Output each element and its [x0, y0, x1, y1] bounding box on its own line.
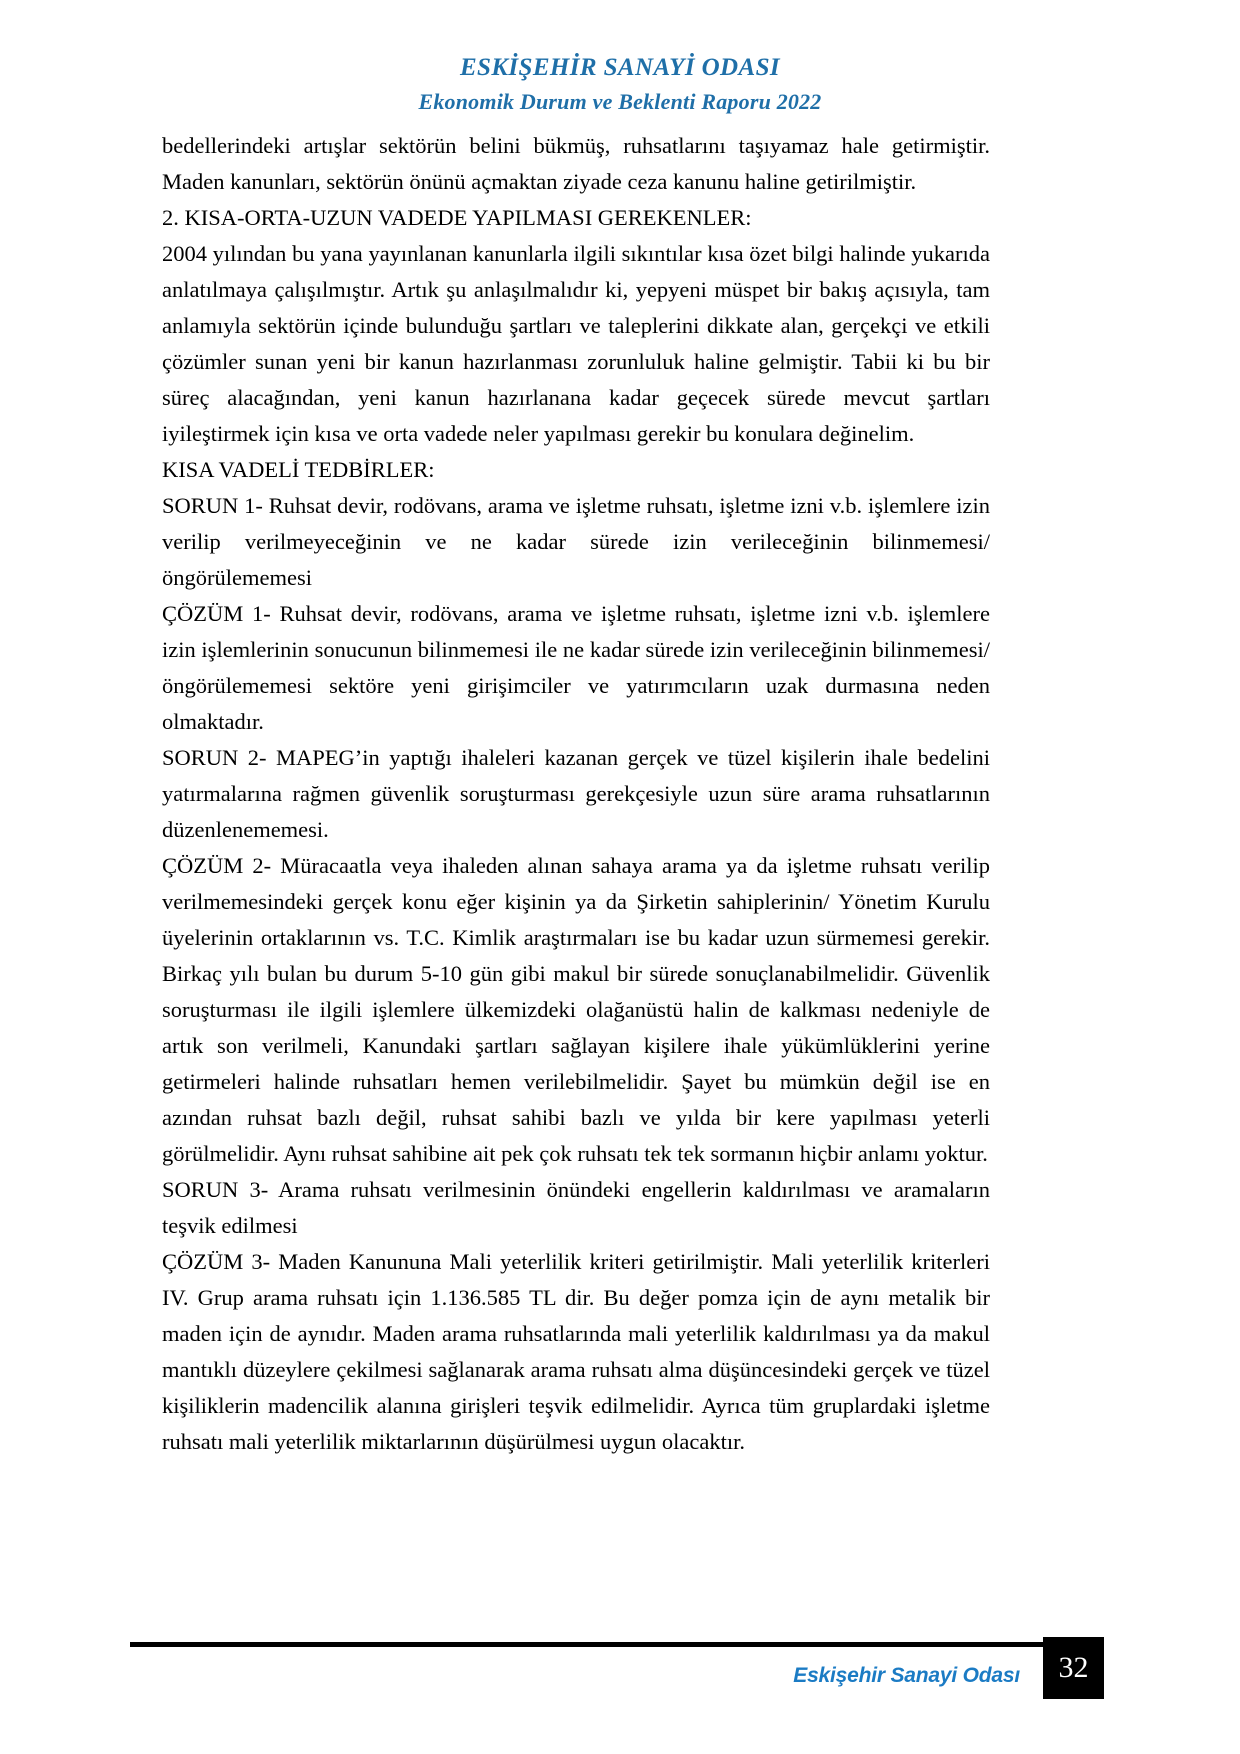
footer-brand: Eskişehir Sanayi Odası	[793, 1664, 1020, 1687]
cozum-1-paragraph: ÇÖZÜM 1- Ruhsat devir, rodövans, arama ve işletme ruhsatı, işletme izni v.b. işlemlere izin işlemlerinin sonucunun bilinmemesi ile ne kadar sürede izin verileceğinin bilinmemesi/öngörülememesi sektöre yeni girişimciler ve yatırımcıların uzak durmasına neden olmaktadır.	[162, 601, 990, 734]
document-header	[0, 52, 1240, 116]
document-body	[162, 128, 990, 1460]
sorun-3-paragraph: SORUN 3- Arama ruhsatı verilmesinin önündeki engellerin kaldırılması ve aramaların teşvik edilmesi	[162, 1177, 990, 1238]
header-subtitle: Ekonomik Durum ve Beklenti Raporu 2022	[418, 89, 822, 114]
cozum-2-paragraph: ÇÖZÜM 2- Müracaatla veya ihaleden alınan sahaya arama ya da işletme ruhsatı verilip verilmemesindeki gerçek konu eğer kişinin ya da Şirketin sahiplerinin/ Yönetim Kurulu üyelerinin ortaklarının vs. T.C. Kimlik araştırmaları ise bu kadar uzun sürmemesi gerekir. Birkaç yılı bulan bu durum 5-10 gün gibi makul bir sürede sonuçlanabilmelidir. Güvenlik soruşturması ile ilgili işlemlere ülkemizdeki olağanüstü halin de kalkması nedeniyle de artık son verilmeli, Kanundaki şartları sağlayan kişilere ihale yükümlüklerini yerine getirmeleri halinde ruhsatları hemen verilebilmelidir. Şayet bu mümkün değil ise en azından ruhsat bazlı değil, ruhsat sahibi bazlı ve yılda bir kere yapılması yeterli görülmelidir. Aynı ruhsat sahibine ait pek çok ruhsatı tek tek sormanın hiçbir anlamı yoktur.	[162, 853, 990, 1166]
intro-paragraph: bedellerindeki artışlar sektörün belini bükmüş, ruhsatlarını taşıyamaz hale getirmiştir. Maden kanunları, sektörün önünü açmaktan ziyade ceza kanunu haline getirilmiştir.	[162, 133, 990, 194]
sorun-1-paragraph: SORUN 1- Ruhsat devir, rodövans, arama ve işletme ruhsatı, işletme izni v.b. işlemlere izin verilip verilmeyeceğinin ve ne kadar sürede izin verileceğinin bilinmemesi/öngörülememesi	[162, 493, 990, 590]
sorun-2-paragraph: SORUN 2- MAPEG’in yaptığı ihaleleri kazanan gerçek ve tüzel kişilerin ihale bedelini yatırmalarına rağmen güvenlik soruşturması gerekçesiyle uzun süre arama ruhsatlarının düzenlenememesi.	[162, 745, 990, 842]
subsection-heading: KISA VADELİ TEDBİRLER:	[162, 457, 435, 482]
section-paragraph: 2004 yılından bu yana yayınlanan kanunlarla ilgili sıkıntılar kısa özet bilgi halinde yukarıda anlatılmaya çalışılmıştır. Artık şu anlaşılmalıdır ki, yepyeni müspet bir bakış açısıyla, tam anlamıyla sektörün içinde bulunduğu şartları ve taleplerini dikkate alan, gerçekçi ve etkili çözümler sunan yeni bir kanun hazırlanması zorunluluk haline gelmiştir. Tabii ki bu bir süreç alacağından, yeni kanun hazırlanana kadar geçecek sürede mevcut şartları iyileştirmek için kısa ve orta vadede neler yapılması gerekir bu konulara değinelim.	[162, 241, 990, 446]
cozum-3-paragraph: ÇÖZÜM 3- Maden Kanununa Mali yeterlilik kriteri getirilmiştir. Mali yeterlilik kriterleri IV. Grup arama ruhsatı için 1.136.585 TL dir. Bu değer pomza için de aynı metalik bir maden için de aynıdır. Maden arama ruhsatlarında mali yeterlilik kaldırılması ya da makul mantıklı düzeylere çekilmesi sağlanarak arama ruhsatı alma düşüncesindeki gerçek ve tüzel kişiliklerin madencilik alanına girişleri teşvik edilmelidir. Ayrıca tüm gruplardaki işletme ruhsatı mali yeterlilik miktarlarının düşürülmesi uygun olacaktır.	[162, 1249, 990, 1454]
section-heading: 2. KISA-ORTA-UZUN VADEDE YAPILMASI GEREKENLER:	[162, 205, 752, 230]
page-number: 32	[1043, 1637, 1104, 1699]
header-title: ESKİŞEHİR SANAYİ ODASI	[459, 54, 781, 81]
footer-divider	[130, 1642, 1104, 1647]
